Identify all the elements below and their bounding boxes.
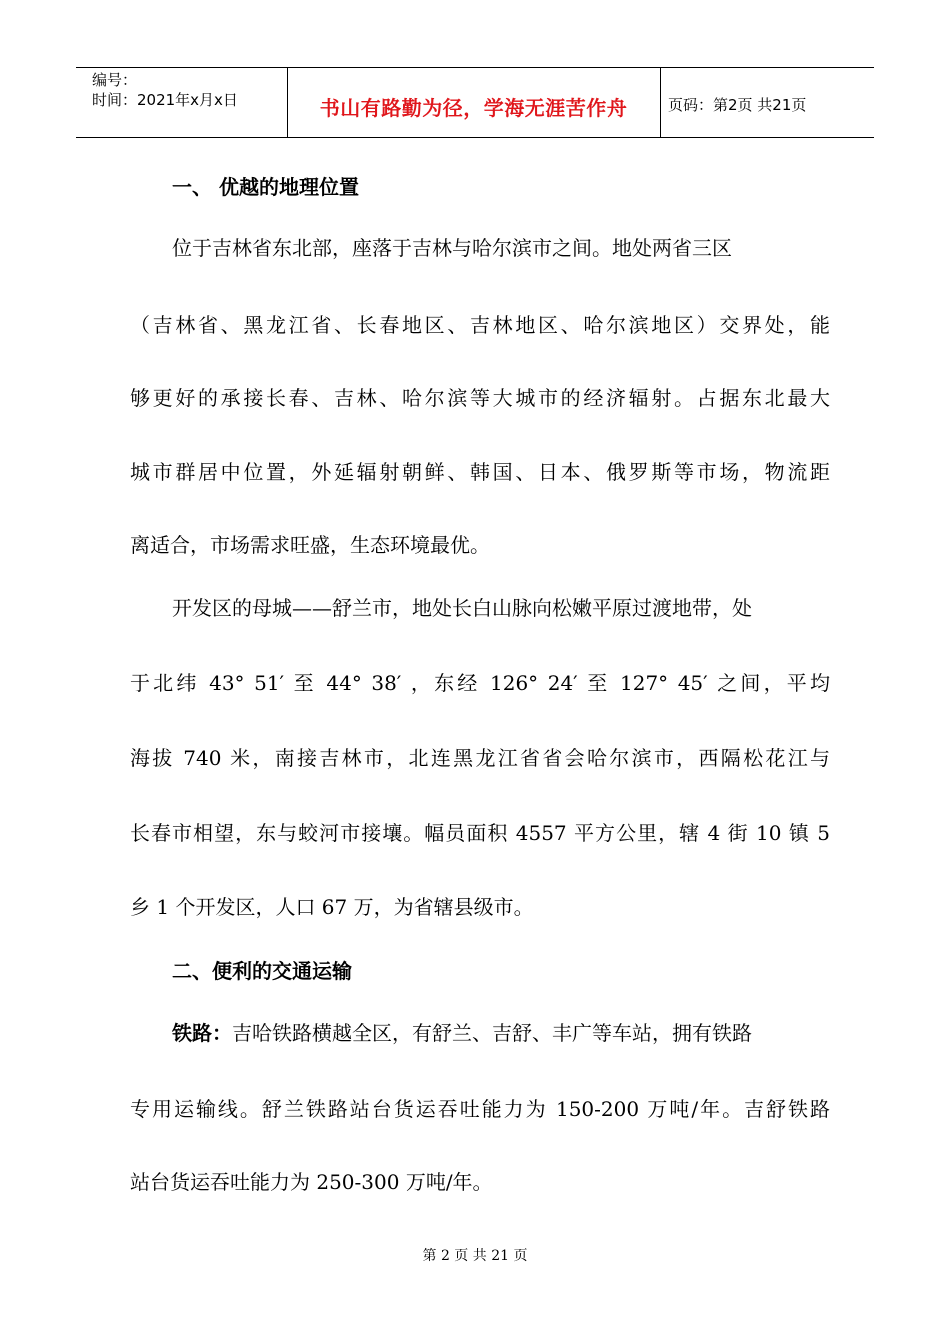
header-divider — [660, 68, 661, 137]
paragraph-line — [172, 1020, 752, 1046]
section-heading: 二、便利的交通运输 — [172, 959, 352, 983]
header-page-number: 页码：第2页 共21页 — [668, 96, 807, 114]
paragraph-line: 海拔 740 米，南接吉林市，北连黑龙江省省会哈尔滨市，西隔松花江与 — [130, 746, 830, 770]
paragraph-line: 位于吉林省东北部，座落于吉林与哈尔滨市之间。地处两省三区 — [172, 236, 732, 260]
paragraph-line: 乡 1 个开发区，人口 67 万，为省辖县级市。 — [130, 895, 534, 919]
paragraph-line: 开发区的母城——舒兰市，地处长白山脉向松嫩平原过渡地带，处 — [172, 596, 752, 620]
paragraph-line: 够更好的承接长春、吉林、哈尔滨等大城市的经济辐射。占据东北最大 — [130, 386, 830, 410]
header-motto: 书山有路勤为径，学海无涯苦作舟 — [319, 96, 628, 120]
header-meta — [92, 70, 287, 110]
paragraph-line: 专用运输线。舒兰铁路站台货运吞吐能力为 150-200 万吨/年。吉舒铁路 — [130, 1097, 830, 1121]
paragraph-line: 长春市相望，东与蛟河市接壤。幅员面积 4557 平方公里，辖 4 街 10 镇 5 — [130, 821, 830, 845]
document-time-label: 时间：2021年x月x日 — [92, 91, 238, 109]
rail-text: 吉哈铁路横越全区，有舒兰、吉舒、丰广等车站，拥有铁路 — [232, 1021, 752, 1045]
section-heading: 一、 优越的地理位置 — [172, 175, 359, 199]
paragraph-line: 城市群居中位置，外延辐射朝鲜、韩国、日本、俄罗斯等市场，物流距 — [130, 460, 830, 484]
rail-label: 铁路： — [172, 1021, 232, 1045]
paragraph-line: 站台货运吞吐能力为 250-300 万吨/年。 — [130, 1170, 493, 1194]
paragraph-line: 于北纬 43° 51′ 至 44° 38′ ，东经 126° 24′ 至 127° 45′ 之间，平均 — [130, 671, 830, 695]
header-table — [76, 67, 874, 138]
page-footer: 第 2 页 共 21 页 — [422, 1248, 528, 1264]
document-number-label: 编号： — [92, 71, 138, 89]
paragraph-line: （吉林省、黑龙江省、长春地区、吉林地区、哈尔滨地区）交界处，能 — [130, 313, 830, 337]
paragraph-line: 离适合，市场需求旺盛，生态环境最优。 — [130, 533, 490, 557]
